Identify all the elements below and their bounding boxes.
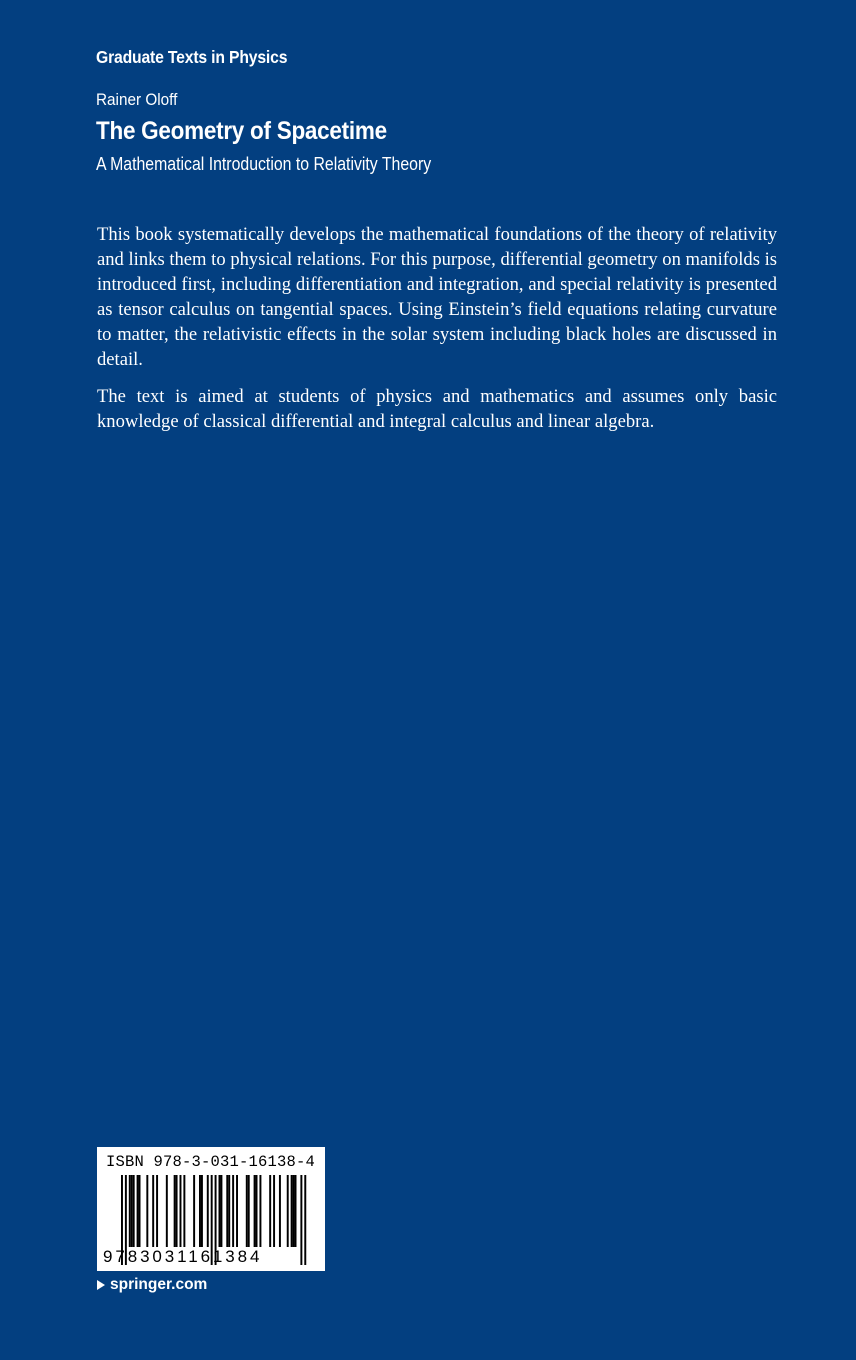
barcode-bar bbox=[256, 1175, 258, 1247]
barcode-bar bbox=[133, 1175, 135, 1247]
isbn-label: ISBN 978-3-031-16138-4 bbox=[106, 1153, 316, 1171]
barcode-bar bbox=[287, 1175, 289, 1247]
arrow-right-icon bbox=[97, 1280, 105, 1290]
barcode-bar bbox=[199, 1175, 201, 1247]
book-title: The Geometry of Spacetime bbox=[96, 117, 387, 145]
barcode-bar bbox=[137, 1175, 139, 1247]
author-name: Rainer Oloff bbox=[96, 90, 178, 109]
barcode-bar bbox=[183, 1175, 185, 1247]
blurb-paragraph: The text is aimed at students of physics and mathematics and assumes only basic knowledge of classical differential and integral calculus and linear algebra. bbox=[97, 386, 777, 432]
barcode-bar bbox=[220, 1175, 222, 1247]
barcode-bar bbox=[304, 1175, 306, 1265]
barcode-bar bbox=[131, 1175, 133, 1247]
publisher-link[interactable] bbox=[97, 1276, 207, 1294]
barcode-bar bbox=[295, 1175, 297, 1247]
barcode-bar bbox=[176, 1175, 178, 1247]
barcode-bar bbox=[259, 1175, 261, 1247]
barcode-bar bbox=[293, 1175, 295, 1247]
barcode-bar bbox=[236, 1175, 238, 1247]
barcode-bar bbox=[273, 1175, 275, 1247]
barcode-bar bbox=[180, 1175, 182, 1247]
publisher-website[interactable]: springer.com bbox=[110, 1276, 208, 1293]
book-subtitle: A Mathematical Introduction to Relativity Theory bbox=[96, 154, 432, 174]
blurb bbox=[97, 222, 777, 446]
barcode-bar bbox=[232, 1175, 234, 1247]
series-name: Graduate Texts in Physics bbox=[96, 47, 288, 67]
barcode-bar bbox=[248, 1175, 250, 1247]
barcode-bar bbox=[226, 1175, 228, 1247]
barcode-bar bbox=[291, 1175, 293, 1247]
barcode-bar bbox=[254, 1175, 256, 1247]
barcode-bar bbox=[152, 1175, 154, 1247]
barcode-bar bbox=[156, 1175, 158, 1247]
blurb-paragraph: This book systematically develops the mathematical foundations of the theory of relativity and links them to physical relations. For this purpose, differential geometry on manifolds is introduced first, including differentiation and integration, and special relativity is presented as tensor calculus on tangential spaces. Using Einstein’s field equations relating curvature to matter, the relativistic effects in the solar system including black holes are discussed in detail. bbox=[97, 224, 777, 370]
barcode-bar bbox=[146, 1175, 148, 1247]
barcode-bar bbox=[174, 1175, 176, 1247]
barcode-bar bbox=[139, 1175, 141, 1247]
barcode-bar bbox=[279, 1175, 281, 1247]
barcode-bar bbox=[129, 1175, 131, 1247]
barcode-bar bbox=[201, 1175, 203, 1247]
barcode-bar bbox=[193, 1175, 195, 1247]
barcode-bar bbox=[300, 1175, 302, 1265]
isbn-barcode bbox=[97, 1147, 325, 1271]
barcode-bar bbox=[246, 1175, 248, 1247]
barcode-bar bbox=[166, 1175, 168, 1247]
barcode-bar bbox=[207, 1175, 209, 1247]
barcode-digits: 9783031161384 bbox=[103, 1247, 263, 1266]
barcode-bar bbox=[219, 1175, 221, 1247]
barcode-bar bbox=[228, 1175, 230, 1247]
barcode-bar bbox=[269, 1175, 271, 1247]
